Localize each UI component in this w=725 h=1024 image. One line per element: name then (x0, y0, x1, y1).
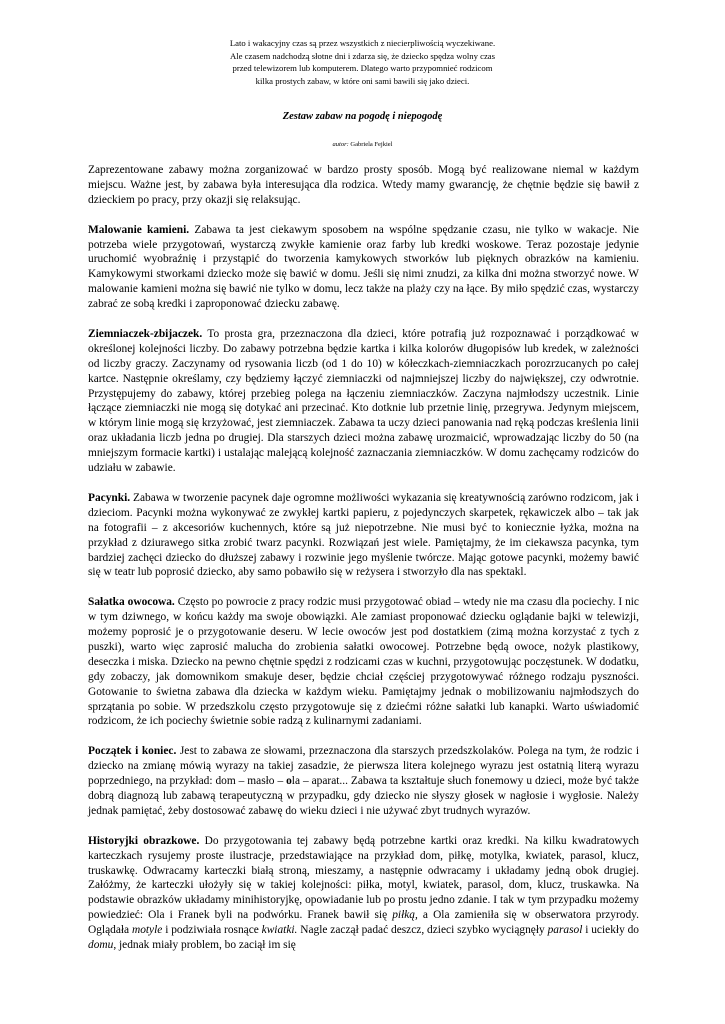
paragraph-text: Zaprezentowane zabawy można zorganizować w bardzo prosty sposób. Mogą być realizowane niemal w każdym miejscu. Ważne jest, by zabawa była interesująca dla rodzica. Wtedy mamy gwarancję, że chętnie będzie się bawił z dzieckiem po pracy, przy okazji się relaksując. (88, 164, 639, 206)
paragraph-heading: Początek i koniec. (88, 745, 177, 758)
article-body (88, 163, 639, 968)
paragraph-text: la – aparat... Zabawa ta kształtuje słuch fonemowy u dzieci, może być także dobrą diagnozą lub zabawą terapeutyczną w przypadku, gdy dziecko nie słyszy głosek w nagłosie i wygłosie. Należy jednak pamiętać, żeby dostosować zabawę do wieku dzieci i nie używać zbyt trudnych wyrazów. (88, 775, 639, 817)
paragraph-text: , jednak miały problem, bo zaciął im się (113, 939, 296, 952)
author-label: autor: (332, 141, 349, 148)
paragraph-salatka-owocowa (88, 595, 639, 729)
highlighted-letter: o (286, 775, 292, 788)
story-word: piłką, (392, 909, 418, 922)
paragraph-text: Często po powrocie z pracy rodzic musi przygotować obiad – wtedy nie ma czasu dla pociechy. I nic w tym dziwnego, w końcu każdy ma swoje obowiązki. Ale zamiast proponować dziecku oglądanie bajki w telewizji, możemy poprosić je o przygotowanie deseru. W lecie owoców jest pod dostatkiem (zimą można korzystać z tych z puszki), warto więc zaprosić malucha do zrobienia sałatki owocowej. Potrzebne będą owoce, nożyk plastikowy, deseczka i miska. Dziecko na pewno chętnie spędzi z rodzicami czas w kuchni, przygotowując poczęstunek. W dodatku, gdy zobaczy, jak domownikom smakuje deser, będzie chciał częściej przygotowywać różnego rodzaju pyszności. Gotowanie to świetna zabawa dla dziecka w każdym wieku. Pamiętajmy jednak o mobilizowaniu najmłodszych do sprzątania po sobie. W przedszkolu często przygotowuje się z dziećmi różne sałatki lub kanapki. Warto uświadomić rodzicom, że ich pociechy świetnie sobie radzą z kulinarnymi zadaniami. (88, 596, 639, 728)
story-word: kwiatki. (261, 924, 298, 937)
paragraph-text: Jest to zabawa ze słowami, przeznaczona dla starszych przedszkolaków. Polega na tym, że rodzic i dziecko na zmianę mówią wyrazy na takiej zasadzie, że pierwsza litera kolejnego wyrazu jest ostatnią literą wyrazu poprzedniego, na przykład: dom – masło – (88, 745, 639, 788)
intro-note: Lato i wakacyjny czas są przez wszystkich z niecierpliwością wyczekiwane. Ale czasem nadchodzą słotne dni i zdarza się, że dziecko spędza wolny czas przed telewizorem lub komputerem. Dlatego warto przypomnieć rodzicom kilka prostych zabaw, w które oni sami bawili się jako dzieci. (229, 38, 496, 86)
paragraph-poczatek-i-koniec (88, 744, 639, 819)
story-word: motyle (131, 924, 163, 937)
paragraph-heading: Historyjki obrazkowe. (88, 834, 200, 847)
paragraph-malowanie-kamieni (88, 223, 639, 312)
paragraph-ziemniaczek-zbijaczek (88, 327, 639, 476)
paragraph-text: a Ola zamieniła się w obserwatora przyrody. Oglądała (88, 909, 639, 937)
paragraph-text: Zabawa ta jest ciekawym sposobem na wspólne spędzanie czasu, nie tylko w wakacje. Nie potrzeba wiele przygotowań, wystarczą zwykłe kamienie oraz farby lub kredki woskowe. Teraz pozostaje jedynie uruchomić wyobraźnię i przystąpić do tworzenia kamykowych stworków lub pięknych obrazków na kamieniu. Kamykowymi stworkami dziecko może się bawić w domu. Jeśli się nimi znudzi, za kilka dni można stworzyć nowe. W malowanie kamieni można się bawić nie tylko w domu, lecz także na plaży czy na łące. By miło spędzić czas, wystarczy zabrać ze sobą kredki i zaproponować dziecku zabawę. (88, 223, 639, 311)
paragraph-historyjki-obrazkowe (88, 834, 639, 953)
paragraph-introduction (88, 163, 639, 208)
paragraph-text: Do przygotowania tej zabawy będą potrzebne kartki oraz kredki. Na kilku kwadratowych karteczkach rysujemy proste ilustracje, przedstawiające na przykład dom, piłkę, motylka, kwiatek, parasol, klucz, truskawkę. Odwracamy karteczki białą stroną, mieszamy, a następnie odwracamy i układamy jedną obok drugiej. Załóżmy, że karteczki ułożyły się w takiej kolejności: piłka, motyl, kwiatek, parasol, dom, klucz, truskawka. Na podstawie obrazków układamy minihistoryjkę, opowiadanie lub po prostu jedno zdanie. I tak w tym przypadku możemy powiedzieć: Ola i Franek byli na podwórku. Franek bawił się (88, 834, 639, 922)
paragraph-text: To prosta gra, przeznaczona dla dzieci, które potrafią już rozpoznawać i porządkować w określonej kolejności liczby. Do zabawy potrzebna będzie kartka i kilka kolorów długopisów lub kredek, w zależności od liczby graczy. Zaczynamy od rysowania liczb (od 1 do 10) w kółeczkach-ziemniaczkach porozrzucanych po całej kartce. Następnie określamy, czy będziemy łączyć ziemniaczki od najmniejszej liczby do największej, czy odwrotnie. Przystępujemy do zabawy, której przebieg polega na łączeniu ziemniaczków. Zaczyna najmłodszy uczestnik. Linie łączące ziemniaczki nie mogą się dotykać ani przecinać. Kto dotknie lub przetnie linię, przegrywa. Jedynym miejscem, w którym linie mogą się krzyżować, jest ziemniaczek. Zabawa ta uczy dzieci panowania nad ręką podczas kreślenia linii oraz układania liczb jedna po drugiej. Dla starszych dzieci można zabawę urozmaicić, wprowadzając liczby do 50 (na mniejszym formacie kartki) i ustalając malejącą kolejność zaznaczania ziemniaczków. W domu zachęcamy rodziców do udziału w zabawie. (88, 327, 639, 475)
story-word: parasol (547, 924, 583, 937)
author-line (0, 141, 725, 148)
story-word: domu (88, 939, 114, 952)
paragraph-text: i uciekły do (582, 924, 640, 937)
paragraph-text: Nagle zaczął padać deszcz, dzieci szybko wyciągnęły (297, 924, 548, 937)
paragraph-heading: Pacynki. (88, 491, 131, 504)
page-title: Zestaw zabaw na pogodę i niepogodę (282, 111, 443, 122)
paragraph-heading: Sałatka owocowa. (88, 596, 175, 609)
paragraph-pacynki (88, 491, 639, 580)
author-name: Gabriela Fejkiel (350, 141, 393, 148)
paragraph-text: Zabawa w tworzenie pacynek daje ogromne możliwości wykazania się kreatywnością zarówno rodzicom, jak i dzieciom. Pacynki można wykonywać ze zwykłej kartki papieru, z pojedynczych skarpetek, rękawiczek albo – tak jak na fotografii – z akcesoriów kuchennych, które są już niepotrzebne. Nie musi być to koniecznie łyżka, można na przykład z dziurawego sitka zrobić twarz pacynki. Rozwiązań jest wiele. Pamiętajmy, że im ciekawsza pacynka, tym bardziej zachęci dziecko do dłuższej zabawy i rozwinie jego myślenie twórcze. Mając gotowe pacynki, możemy bawić się w teatr lub poprosić dziecko, aby samo pobawiło się w reżysera i stworzyło dla nas spektakl. (88, 491, 640, 579)
paragraph-heading: Malowanie kamieni. (88, 223, 190, 236)
paragraph-heading: Ziemniaczek-zbijaczek. (88, 327, 203, 340)
paragraph-text: i podziwiała rosnące (162, 924, 262, 937)
